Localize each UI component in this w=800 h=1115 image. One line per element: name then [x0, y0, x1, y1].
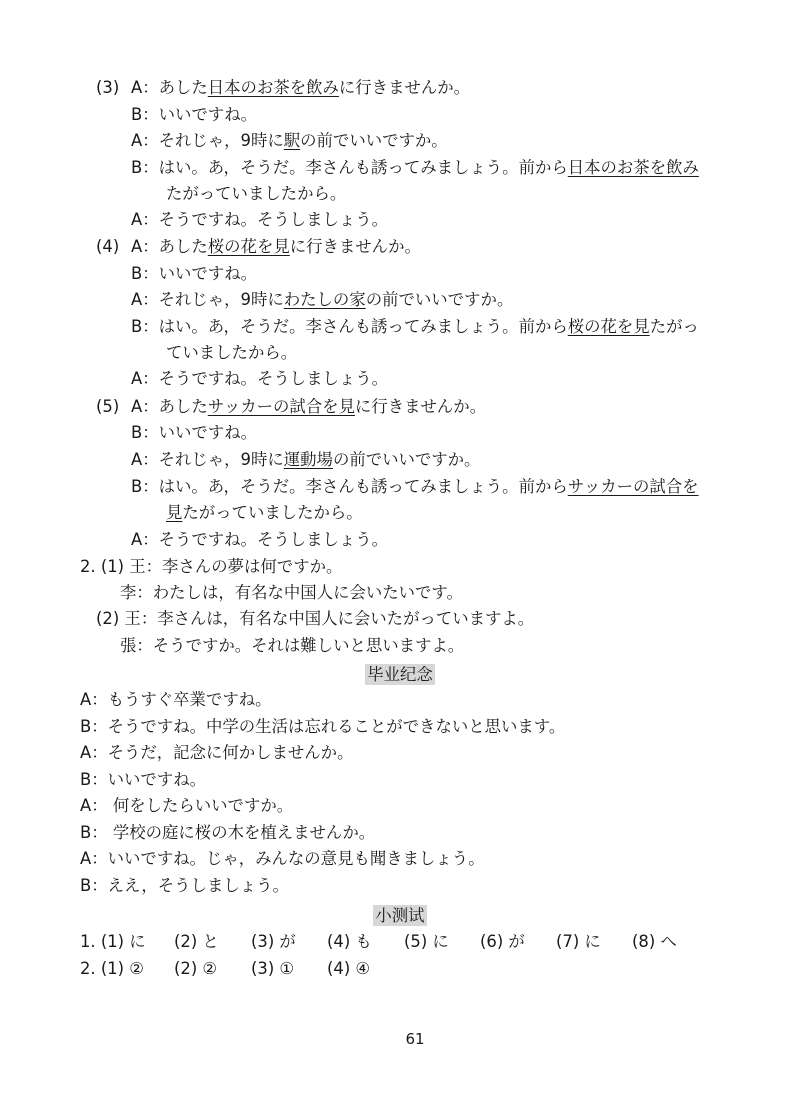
dialogue-4-line-2: B：いいですね。 — [131, 264, 257, 283]
graduation-line: A：そうだ，記念に何かしませんか。 — [80, 743, 354, 762]
quiz-answer: (7) に — [556, 932, 601, 951]
quiz-answers-row-2 — [80, 956, 720, 982]
quiz-answer: (2) ② — [174, 959, 218, 978]
dialogue-3-line-2: B：いいですね。 — [131, 105, 257, 124]
quiz-answer: (3) が — [251, 932, 296, 951]
dialogue-5-line-5: 見たがっていましたから。 — [166, 503, 363, 522]
quiz-answer: (3) ① — [251, 959, 295, 978]
dialogue-4-number: (4) — [96, 237, 120, 256]
quiz-answer: 1. (1) に — [80, 932, 146, 951]
dialogue-3-line-1: A：あした日本のお茶を飲みに行きませんか。 — [131, 78, 471, 97]
graduation-line: B：ええ，そうしましょう。 — [80, 876, 289, 895]
page-number: 61 — [405, 1030, 425, 1048]
dialogue-3-line-5: たがっていましたから。 — [166, 184, 347, 203]
graduation-line: B：そうですね。中学の生活は忘れることができないと思います。 — [80, 717, 566, 736]
graduation-line: A：もうすぐ卒業ですね。 — [80, 690, 272, 709]
quiz-answer: (5) に — [404, 932, 449, 951]
section2-item2-wang: (2) 王：李さんは，有名な中国人に会いたがっていますよ。 — [96, 609, 535, 628]
graduation-line: B： 学校の庭に桜の木を植えませんか。 — [80, 823, 376, 842]
graduation-title: 毕业纪念 — [367, 665, 433, 684]
dialogue-4-line-4: B：はい。あ，そうだ。李さんも誘ってみましょう。前から桜の花を見たがっ — [131, 317, 699, 336]
dialogue-3-number: (3) — [96, 78, 120, 97]
quiz-answers-row-1 — [80, 929, 720, 955]
dialogue-5-number: (5) — [96, 397, 120, 416]
dialogue-5-line-2: B：いいですね。 — [131, 423, 257, 442]
quiz-answer: (2) と — [174, 932, 219, 951]
quiz-answer: (4) ④ — [327, 959, 371, 978]
dialogue-4-line-1: A：あした桜の花を見に行きませんか。 — [131, 237, 421, 256]
section2-item2-zhang: 張：そうですか。それは難しいと思いますよ。 — [120, 636, 465, 655]
section2-item1-li: 李：わたしは，有名な中国人に会いたいです。 — [120, 583, 463, 602]
dialogue-5-line-1: A：あしたサッカーの試合を見に行きませんか。 — [131, 397, 487, 416]
graduation-line: A：いいですね。じゃ，みんなの意見も聞きましょう。 — [80, 849, 485, 868]
dialogue-5-line-3: A：それじゃ，9時に運動場の前でいいですか。 — [131, 450, 481, 469]
quiz-title: 小测试 — [375, 906, 425, 925]
section2-item1-wang: 2. (1) 王：李さんの夢は何ですか。 — [80, 557, 343, 576]
dialogue-4-line-3: A：それじゃ，9時にわたしの家の前でいいですか。 — [131, 290, 514, 309]
dialogue-4-line-5: ていましたから。 — [166, 343, 298, 362]
quiz-answer: (4) も — [327, 932, 372, 951]
dialogue-5-line-6: A：そうですね。そうしましょう。 — [131, 530, 389, 549]
dialogue-3-line-4: B：はい。あ，そうだ。李さんも誘ってみましょう。前から日本のお茶を飲み — [131, 158, 699, 177]
quiz-answer: (8) へ — [632, 932, 677, 951]
dialogue-3-line-6: A：そうですね。そうしましょう。 — [131, 210, 389, 229]
dialogue-3-line-3: A：それじゃ，9時に駅の前でいいですか。 — [131, 131, 448, 150]
graduation-line: B：いいですね。 — [80, 770, 206, 789]
dialogue-5-line-4: B：はい。あ，そうだ。李さんも誘ってみましょう。前からサッカーの試合を — [131, 477, 699, 496]
graduation-line: A： 何をしたらいいですか。 — [80, 796, 294, 815]
dialogue-4-line-6: A：そうですね。そうしましょう。 — [131, 369, 389, 388]
quiz-answer: (6) が — [480, 932, 525, 951]
quiz-answer: 2. (1) ② — [80, 959, 144, 978]
